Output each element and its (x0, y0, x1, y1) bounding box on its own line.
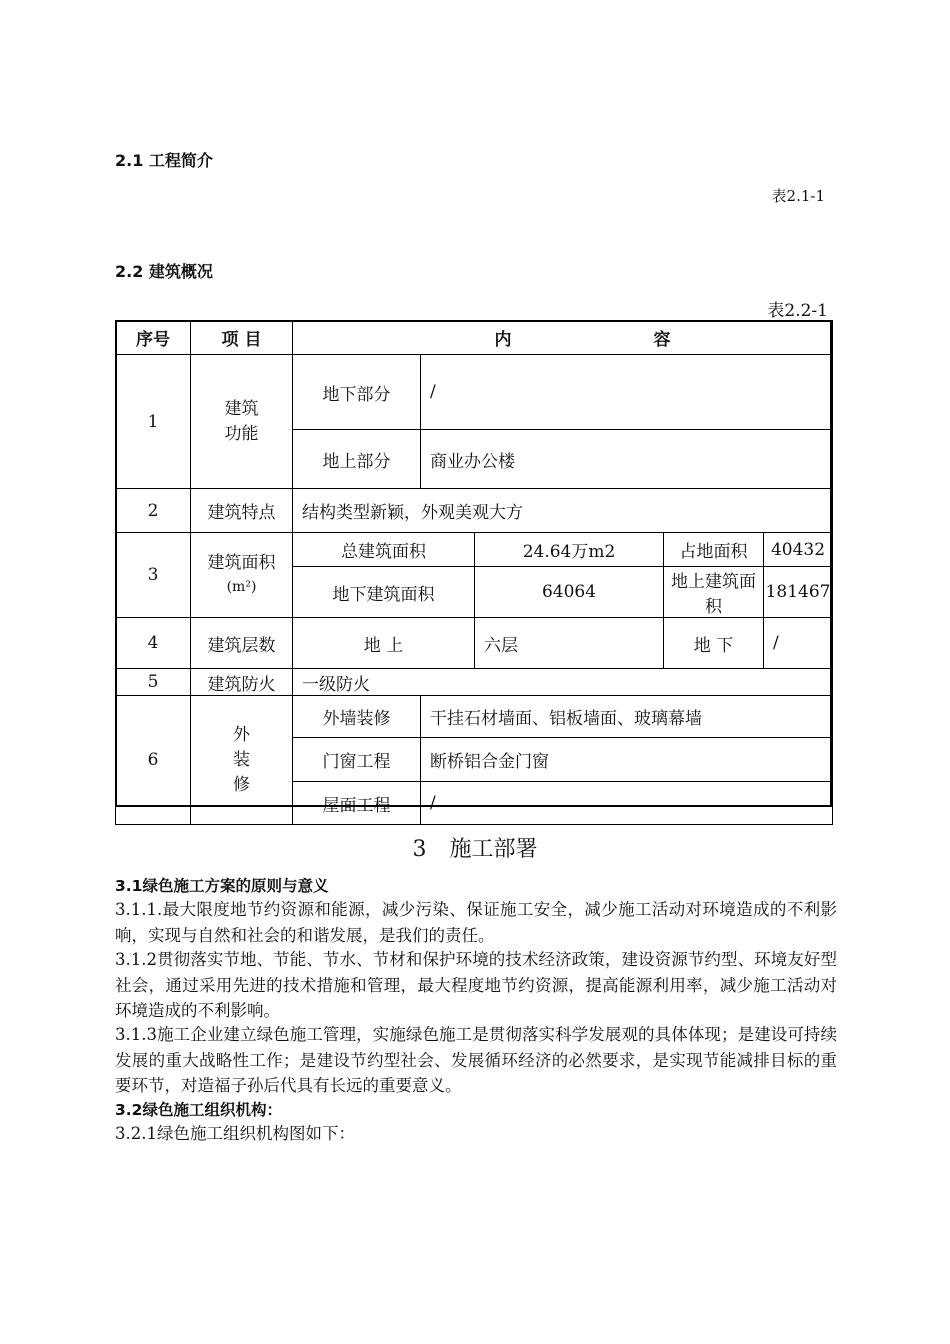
row2-item: 建筑特点 (191, 489, 293, 533)
table-row (116, 489, 833, 533)
table-row (116, 355, 833, 430)
row6-item: 外 装 修 (191, 696, 293, 825)
row1-sub1-label: 地下部分 (293, 355, 421, 430)
section-2-2-title: 2.2 建筑概况 (115, 262, 213, 281)
header-no: 序号 (116, 321, 191, 355)
paragraph-3-2-1: 3.2.1绿色施工组织机构图如下： (115, 1124, 355, 1143)
row3-item: 建筑面积 (207, 553, 276, 573)
row2-value: 结构类型新颖，外观美观大方 (293, 489, 833, 533)
section-3-1-title: 3.1绿色施工方案的原则与意义 (115, 877, 329, 895)
row1-sub1-value: / (421, 355, 833, 430)
row6-sub1-value: 干挂石材墙面、铝板墙面、玻璃幕墙 (421, 696, 833, 738)
paragraph-3-1-1: 3.1.1.最大限度地节约资源和能源，减少污染、保证施工安全，减少施工活动对环境造成的不利影响，实现与自然和社会的和谐发展，是我们的责任。 (115, 900, 837, 945)
row4-below-label: 地 下 (664, 618, 764, 669)
row3-b-label: 占地面积 (664, 533, 764, 567)
header-content (293, 321, 833, 355)
row4-above-label: 地 上 (293, 618, 475, 669)
row1-sub2-value: 商业办公楼 (421, 430, 833, 489)
row3-c-value: 64064 (475, 567, 664, 618)
row6-sub2-label: 门窗工程 (293, 738, 421, 782)
header-item: 项 目 (191, 321, 293, 355)
table-row (116, 696, 833, 738)
row1-sub2-label: 地上部分 (293, 430, 421, 489)
row3-b-value: 40432 (764, 533, 833, 567)
section-2-1-title: 2.1 工程简介 (115, 151, 213, 170)
row3-item-cell (191, 533, 293, 618)
row2-no: 2 (116, 489, 191, 533)
row5-no: 5 (116, 669, 191, 696)
row4-no: 4 (116, 618, 191, 669)
table-2-1-caption: 表2.1-1 (771, 187, 825, 205)
table-header-row (116, 321, 833, 355)
section-3-title: 施工部署 (449, 837, 538, 862)
section-3-2-title: 3.2绿色施工组织机构： (115, 1101, 282, 1119)
section-3-number: 3 (412, 837, 427, 862)
row6-sub3-label: 屋面工程 (293, 782, 421, 825)
table-row (116, 533, 833, 567)
table-row (116, 618, 833, 669)
row3-d-label: 地上建筑面积 (664, 567, 764, 618)
header-content-2: 容 (653, 330, 671, 350)
row3-d-value: 181467 (764, 567, 833, 618)
table-2-2-caption: 表2.2-1 (767, 301, 828, 321)
row6-sub2-value: 断桥铝合金门窗 (421, 738, 833, 782)
row5-item: 建筑防火 (191, 669, 293, 696)
building-overview-table (115, 320, 833, 825)
row6-sub1-label: 外墙装修 (293, 696, 421, 738)
row3-no: 3 (116, 533, 191, 618)
row1-no: 1 (116, 355, 191, 489)
row3-item-unit: (m²) (226, 579, 257, 595)
row6-sub3-value: / (421, 782, 833, 825)
section-3-heading (0, 832, 950, 863)
table-row (116, 669, 833, 696)
row4-item: 建筑层数 (191, 618, 293, 669)
row5-value: 一级防火 (293, 669, 833, 696)
row4-above-value: 六层 (475, 618, 664, 669)
paragraph-3-1-3: 3.1.3施工企业建立绿色施工管理，实施绿色施工是贯彻落实科学发展观的具体体现；是建设可持续发展的重大战略性工作；是建设节约型社会、发展循环经济的必然要求，是实现节能减排目标的重要环节，对造福子孙后代具有长远的重要意义。 (115, 1025, 837, 1095)
row3-a-value: 24.64万m2 (475, 533, 664, 567)
row6-no: 6 (116, 696, 191, 825)
header-content-1: 内 (494, 330, 512, 350)
row3-a-label: 总建筑面积 (293, 533, 475, 567)
row1-item: 建筑 功能 (191, 355, 293, 489)
paragraph-3-1-2: 3.1.2贯彻落实节地、节能、节水、节材和保护环境的技术经济政策，建设资源节约型、环境友好型社会，通过采用先进的技术措施和管理，最大程度地节约资源，提高能源利用率，减少施工活动对环境造成的不利影响。 (115, 950, 837, 1020)
row4-below-value: / (764, 618, 833, 669)
row3-c-label: 地下建筑面积 (293, 567, 475, 618)
